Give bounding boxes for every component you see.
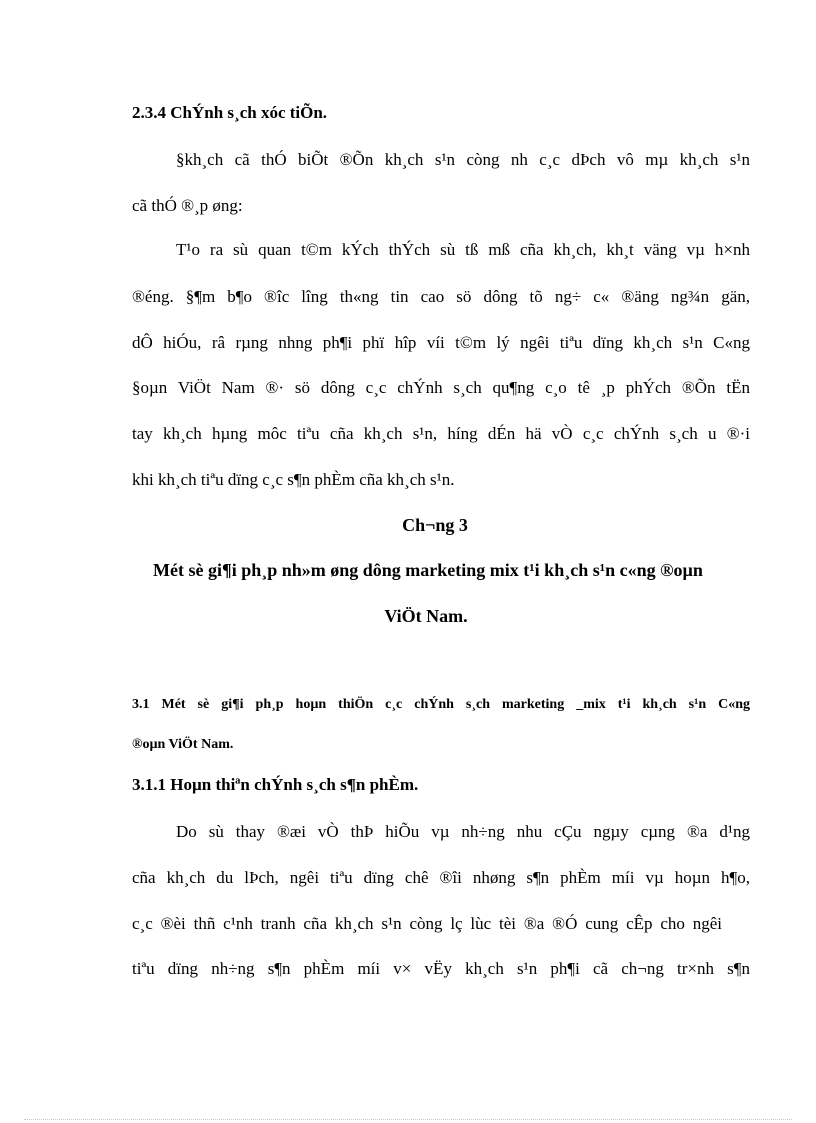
paragraph-line: dÔ hiÓu, râ rµng nhng ph¶i phï hîp víi t©m lý ngêi tiªu dïng kh¸ch s¹n C«ng [132, 333, 750, 352]
paragraph-line: §kh¸ch cã thÓ biÕt ®Õn kh¸ch s¹n còng nh c¸c dÞch vô mµ kh¸ch s¹n [176, 150, 750, 169]
chapter-title: Mét sè gi¶i ph¸p nh»m øng dông marketing mix t¹i kh¸ch s¹n c«ng ®oµn [153, 560, 703, 580]
paragraph-line: cã thÓ ®¸p øng: [132, 196, 243, 215]
paragraph-line: cña kh¸ch du lÞch, ngêi tiªu dïng chê ®îi nhøng s¶n phÈm míi vµ hoµn h¶o, [132, 868, 750, 887]
section-2-3-4-heading: 2.3.4 ChÝnh s¸ch xóc tiÕn. [132, 103, 328, 122]
chapter-label: Ch¬ng 3 [402, 515, 468, 535]
chapter-title-continued: ViÖt Nam. [384, 606, 468, 626]
section-3-1-heading-continued: ®oµn ViÖt Nam. [132, 737, 234, 752]
paragraph-line: ®éng. §¶m b¶o ®îc lîng th«ng tin cao sö dông tõ ng÷ c« ®äng ng¾n gän, [132, 287, 750, 306]
paragraph-line: khi kh¸ch tiªu dïng c¸c s¶n phÈm cña kh¸ch s¹n. [132, 470, 455, 489]
paragraph-line: tiªu dïng nh÷ng s¶n phÈm míi v× vËy kh¸ch s¹n ph¶i cã ch¬ng tr×nh s¶n [132, 959, 750, 978]
paragraph-line: c¸c ®èi thñ c¹nh tranh cña kh¸ch s¹n còng lç lùc tèi ®a ®Ó cung cÊp cho ngêi [132, 914, 722, 933]
section-3-1-heading: 3.1 Mét sè gi¶i ph¸p hoµn thiÖn c¸c chÝnh s¸ch marketing _mix t¹i kh¸ch s¹n C«ng [132, 697, 750, 712]
paragraph-line: §oµn ViÖt Nam ®· sö dông c¸c chÝnh s¸ch qu¶ng c¸o tê ¸p phÝch ®Õn tËn [132, 378, 750, 397]
section-3-1-1-heading: 3.1.1 Hoµn thiªn chÝnh s¸ch s¶n phÈm. [132, 775, 419, 794]
page-bottom-divider [24, 1119, 792, 1120]
paragraph-line: tay kh¸ch hµng môc tiªu cña kh¸ch s¹n, híng dÉn hä vÒ c¸c chÝnh s¸ch u ®·i [132, 424, 750, 443]
paragraph-line: Do sù thay ®æi vÒ thÞ hiÕu vµ nh÷ng nhu cÇu ngµy cµng ®a d¹ng [176, 822, 750, 841]
paragraph-line: T¹o ra sù quan t©m kÝch thÝch sù tß mß cña kh¸ch, kh¸t väng vµ h×nh [176, 240, 750, 259]
